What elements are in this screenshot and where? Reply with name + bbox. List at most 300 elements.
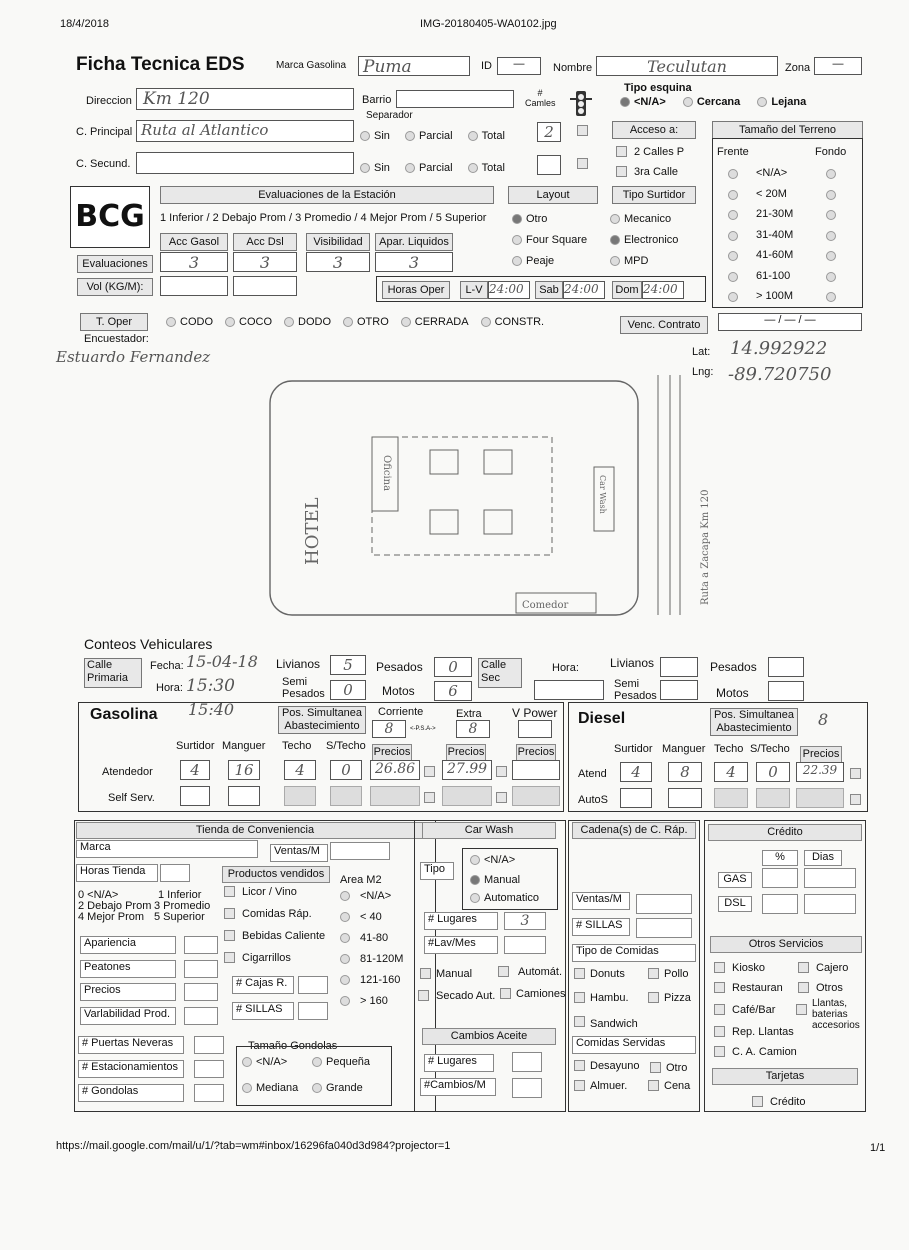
sep1-sin[interactable]: Sin xyxy=(360,130,390,142)
carwash-automatico[interactable]: Automatico xyxy=(470,892,539,904)
contrato-field[interactable] xyxy=(718,313,862,331)
terreno-row xyxy=(722,269,852,290)
producto-check[interactable] xyxy=(224,952,235,963)
hambu-check[interactable] xyxy=(574,992,585,1003)
marca-field[interactable] xyxy=(358,56,470,76)
terreno-frente-radio[interactable] xyxy=(728,231,738,241)
terreno-row xyxy=(722,207,852,228)
encuestador-value: Estuardo Fernandez xyxy=(56,348,211,366)
repllantas-check[interactable] xyxy=(714,1026,725,1037)
otros-check[interactable] xyxy=(798,982,809,993)
self-price-check-1[interactable] xyxy=(424,792,435,803)
horas-lv-label: L-V xyxy=(460,281,488,299)
dsl-att-stecho[interactable]: 0 xyxy=(756,762,790,782)
motos2-field[interactable] xyxy=(768,681,804,701)
area-radio xyxy=(340,975,350,985)
area-option-label: <N/A> xyxy=(360,890,392,902)
sketch-carwash: Car Wash xyxy=(598,475,607,514)
direccion-value: Km 120 xyxy=(143,89,210,109)
gas-price-check-2[interactable] xyxy=(496,766,507,777)
hambu-label: Hambu. xyxy=(590,992,629,1004)
tienda-eval-label: Varlabilidad Prod. xyxy=(80,1007,176,1025)
producto-label: Licor / Vino xyxy=(242,886,297,898)
motos-value[interactable]: 6 xyxy=(434,681,472,701)
terreno-fondo-radio[interactable] xyxy=(826,169,836,179)
almuer-label: Almuer. xyxy=(590,1080,628,1092)
sandwich-label: Sandwich xyxy=(590,1018,638,1030)
terreno-fondo-radio[interactable] xyxy=(826,251,836,261)
zona-label: Zona xyxy=(785,62,811,74)
area-option[interactable] xyxy=(340,911,403,932)
surtidor-header: Tipo Surtidor xyxy=(612,186,696,204)
pollo-label: Pollo xyxy=(664,968,689,980)
cafe-check[interactable] xyxy=(714,1004,725,1015)
terreno-frente-radio[interactable] xyxy=(728,169,738,179)
dsl-att-manguer[interactable]: 8 xyxy=(668,762,702,782)
area-radio xyxy=(340,933,350,943)
neveras-field[interactable] xyxy=(194,1036,224,1054)
area-option-label: 41-80 xyxy=(360,932,389,944)
self-surtidor[interactable] xyxy=(180,786,210,806)
toper-option-label: DODO xyxy=(298,316,331,328)
terreno-fondo-radio[interactable] xyxy=(826,292,836,302)
vol-label: Vol (KG/M): xyxy=(77,278,153,296)
vol-field-1[interactable] xyxy=(160,276,228,296)
pesados2-label: Pesados xyxy=(710,660,757,674)
autos-manguer[interactable] xyxy=(668,788,702,808)
autos-price-check[interactable] xyxy=(850,794,861,805)
camion-check[interactable] xyxy=(714,1046,725,1057)
tienda-marca[interactable]: Marca xyxy=(76,840,258,858)
tienda-eval-field[interactable] xyxy=(184,960,218,978)
autos-surtidor[interactable] xyxy=(620,788,652,808)
diesel-pos: Pos. Simultanea Abastecimiento xyxy=(710,708,798,736)
toper-radio xyxy=(225,317,235,327)
gas-col-techo: Techo xyxy=(282,740,312,752)
producto-check[interactable] xyxy=(224,930,235,941)
aceite-cambios-field[interactable] xyxy=(512,1078,542,1098)
terreno-option-label: 41-60M xyxy=(756,249,794,261)
barrio-field[interactable] xyxy=(396,90,514,108)
gas-price-2[interactable]: 27.99 xyxy=(442,760,492,780)
sep2-parcial[interactable]: Parcial xyxy=(405,162,453,174)
cadena-sillas-label: # SILLAS xyxy=(572,918,630,936)
diesel-title: Diesel xyxy=(578,710,626,727)
tienda-eval-label: Precios xyxy=(80,983,176,1001)
terreno-fondo-radio[interactable] xyxy=(826,231,836,241)
terreno-row xyxy=(722,166,852,187)
cw-camiones-check[interactable] xyxy=(500,988,511,999)
productos-header: Productos vendidos xyxy=(222,866,330,883)
zona-field[interactable] xyxy=(814,57,862,75)
semi2-label: Semi Pesados xyxy=(614,678,657,702)
self-serv-label: Self Serv. xyxy=(108,792,155,804)
acceso-3ra-label: 3ra Calle xyxy=(634,166,679,178)
cw-secado-check[interactable] xyxy=(418,990,429,1001)
area-option[interactable] xyxy=(340,932,403,953)
camiones-field[interactable] xyxy=(537,122,561,142)
camiones-value: 2 xyxy=(544,123,554,141)
cw-manual-check[interactable] xyxy=(420,968,431,979)
cw-secado-label: Secado Aut. xyxy=(436,990,496,1002)
area-radio xyxy=(340,912,350,922)
sep2-sin[interactable]: Sin xyxy=(360,162,390,174)
self-manguer[interactable] xyxy=(228,786,260,806)
horas-lv-value[interactable]: 24:00 xyxy=(488,281,530,299)
gas-att-stecho[interactable]: 0 xyxy=(330,760,362,780)
autos-label: AutoS xyxy=(578,794,608,806)
self-techo[interactable] xyxy=(284,786,316,806)
toper-radio xyxy=(166,317,176,327)
hora2-field[interactable] xyxy=(534,680,604,700)
sep1-parcial[interactable]: Parcial xyxy=(405,130,453,142)
cajero-label: Cajero xyxy=(816,962,849,974)
tienda-header: Tienda de Conveniencia xyxy=(76,822,434,839)
tienda-eval-field[interactable] xyxy=(184,936,218,954)
producto-label: Comidas Ráp. xyxy=(242,908,312,920)
dsl-col-techo: Techo xyxy=(714,743,744,755)
toper-option-label: CODO xyxy=(180,316,213,328)
layout-otro[interactable]: Otro xyxy=(512,213,547,225)
cajas-field[interactable] xyxy=(298,976,328,994)
self-price-1[interactable] xyxy=(370,786,420,806)
eval-val-2[interactable]: 3 xyxy=(306,252,370,272)
gas-precios-3: Precios xyxy=(516,744,556,761)
self-stecho[interactable] xyxy=(330,786,362,806)
llantas-check[interactable] xyxy=(796,1004,807,1015)
otros-header: Otros Servicios xyxy=(710,936,862,953)
tienda-horas-field[interactable] xyxy=(160,864,190,882)
carwash-manual[interactable]: Manual xyxy=(470,874,520,886)
dsl-price[interactable]: 22.39 xyxy=(796,762,844,782)
id-label: ID xyxy=(481,60,492,72)
tienda-eval-label: Peatones xyxy=(80,960,176,978)
kiosko-check[interactable] xyxy=(714,962,725,973)
toper-radio xyxy=(284,317,294,327)
gas-precios-2: Precios xyxy=(446,744,486,761)
toper-option-label: OTRO xyxy=(357,316,389,328)
self-price-2[interactable] xyxy=(442,786,492,806)
gasolina-pos: Pos. Simultanea Abastecimiento xyxy=(278,706,366,734)
toper-option-label: COCO xyxy=(239,316,272,328)
toper-option-label: CONSTR. xyxy=(494,316,545,328)
cadena-ventas-label: Ventas/M xyxy=(572,892,630,910)
autos-price[interactable] xyxy=(796,788,844,808)
camiones2-check[interactable] xyxy=(577,158,588,169)
producto-check[interactable] xyxy=(224,886,235,897)
nombre-value: Teculutan xyxy=(647,57,727,76)
terreno-frente: Frente xyxy=(717,146,749,158)
gas-price-1[interactable]: 26.86 xyxy=(370,760,420,780)
extra-label: Extra xyxy=(456,708,482,720)
sillas-field[interactable] xyxy=(298,1002,328,1020)
tam-na[interactable]: <N/A> xyxy=(242,1056,287,1068)
terreno-frente-radio[interactable] xyxy=(728,210,738,220)
carwash-lugares-value[interactable]: 3 xyxy=(504,912,546,930)
principal-field[interactable] xyxy=(136,120,354,142)
conteos-title: Conteos Vehiculares xyxy=(84,636,213,652)
dsl-att-techo[interactable]: 4 xyxy=(714,762,748,782)
carwash-lav-field[interactable] xyxy=(504,936,546,954)
toper-option[interactable] xyxy=(401,316,469,328)
eval-col-acc-dsl: Acc Dsl xyxy=(233,233,297,251)
tarjeta-credito-check[interactable] xyxy=(752,1096,763,1107)
toper-option[interactable] xyxy=(343,316,389,328)
sep2-total[interactable]: Total xyxy=(468,162,505,174)
tienda-eval-field[interactable] xyxy=(184,1007,218,1025)
fecha-value: 15-04-18 xyxy=(186,652,258,671)
sketch-oficina: Oficina xyxy=(381,455,392,492)
credito-gas-dias[interactable] xyxy=(804,868,856,888)
area-option-label: 121-160 xyxy=(360,974,401,986)
pizza-check[interactable] xyxy=(648,992,659,1003)
calle-sec: Calle Sec xyxy=(478,658,522,688)
layout-peaje[interactable]: Peaje xyxy=(512,255,554,267)
toper-option[interactable] xyxy=(166,316,213,328)
eval-val-3[interactable]: 3 xyxy=(375,252,453,272)
terreno-fondo-radio[interactable] xyxy=(826,272,836,282)
surtidor-mpd[interactable]: MPD xyxy=(610,255,648,267)
area-option[interactable] xyxy=(340,890,403,911)
credito-header: Crédito xyxy=(708,824,862,841)
cadena-ventas-field[interactable] xyxy=(636,894,692,914)
camiones-check[interactable] xyxy=(577,125,588,136)
corriente-value[interactable]: 8 xyxy=(372,720,406,738)
gasolina-time: 15:40 xyxy=(188,700,235,719)
tienda-ventas-field[interactable] xyxy=(330,842,390,860)
radio-cercana[interactable]: Cercana xyxy=(683,96,740,108)
area-option-label: > 160 xyxy=(360,995,388,1007)
neveras-label: # Puertas Neveras xyxy=(78,1036,184,1054)
eval-col-visibilidad: Visibilidad xyxy=(306,233,370,251)
repllantas-label: Rep. Llantas xyxy=(732,1026,794,1038)
tienda-scale: 0 <N/A> 1 Inferior 2 Debajo Prom 3 Promedio 4 Mejor Prom 5 Superior xyxy=(78,889,211,923)
cw-manual-label: Manual xyxy=(436,968,473,980)
surtidor-mecanico[interactable]: Mecanico xyxy=(610,213,671,225)
producto-check[interactable] xyxy=(224,908,235,919)
fecha-label: Fecha: xyxy=(150,660,184,672)
contrato-value: — / — / — xyxy=(764,314,816,326)
credito-dsl-pct[interactable] xyxy=(762,894,798,914)
area-radio xyxy=(340,996,350,1006)
self-price-3[interactable] xyxy=(512,786,560,806)
direccion-field[interactable] xyxy=(136,88,354,110)
form-title: Ficha Tecnica EDS xyxy=(76,54,245,75)
desayuno-check[interactable] xyxy=(574,1060,585,1071)
toper-option-label: CERRADA xyxy=(414,316,469,328)
tam-gondolas-label: Tamaño Gondolas xyxy=(248,1040,338,1052)
terreno-fondo-radio[interactable] xyxy=(826,190,836,200)
toper-option[interactable] xyxy=(481,316,545,328)
estac-field[interactable] xyxy=(194,1060,224,1078)
id-field[interactable] xyxy=(497,57,541,75)
horas-sab-value[interactable]: 24:00 xyxy=(563,281,605,299)
eval-scale: 1 Inferior / 2 Debajo Prom / 3 Promedio / 4 Mejor Prom / 5 Superior xyxy=(160,212,487,224)
tam-mediana[interactable]: Mediana xyxy=(242,1082,298,1094)
credito-gas: GAS xyxy=(718,872,752,888)
tam-grande[interactable]: Grande xyxy=(312,1082,363,1094)
livianos2-field[interactable] xyxy=(660,657,698,677)
carwash-na[interactable]: <N/A> xyxy=(470,854,515,866)
nombre-field[interactable] xyxy=(596,56,778,76)
tienda-eval-label: Apariencia xyxy=(80,936,176,954)
gas-price-check-1[interactable] xyxy=(424,766,435,777)
terreno-fondo-radio[interactable] xyxy=(826,210,836,220)
producto-label: Cigarrillos xyxy=(242,952,291,964)
terreno-option-label: 21-30M xyxy=(756,208,794,220)
pollo-check[interactable] xyxy=(648,968,659,979)
eval-val-0[interactable]: 3 xyxy=(160,252,228,272)
vol-field-2[interactable] xyxy=(233,276,297,296)
area-option[interactable] xyxy=(340,953,403,974)
secund-field[interactable] xyxy=(136,152,354,174)
cajas-label: # Cajas R. xyxy=(232,976,294,994)
pesados-label: Pesados xyxy=(376,660,423,674)
credito-dsl: DSL xyxy=(718,896,752,912)
sep1-total[interactable]: Total xyxy=(468,130,505,142)
almuer-check[interactable] xyxy=(574,1080,585,1091)
self-price-check-2[interactable] xyxy=(496,792,507,803)
gondolas-field[interactable] xyxy=(194,1084,224,1102)
extra-value[interactable]: 8 xyxy=(456,720,490,738)
carwash-tipo-label: Tipo xyxy=(420,862,454,880)
terreno-frente-radio[interactable] xyxy=(728,251,738,261)
gas-col-surtidor: Surtidor xyxy=(176,740,215,752)
toper-option[interactable] xyxy=(225,316,272,328)
cena-check[interactable] xyxy=(648,1080,659,1091)
camiones-label: # Camles xyxy=(525,88,556,108)
terreno-options xyxy=(722,166,852,310)
tipo-esquina-options xyxy=(620,96,806,108)
credito-gas-pct[interactable] xyxy=(762,868,798,888)
terreno-frente-radio[interactable] xyxy=(728,292,738,302)
gondolas-label: # Gondolas xyxy=(78,1084,184,1102)
camiones2-field[interactable] xyxy=(537,155,561,175)
credito-dsl-dias[interactable] xyxy=(804,894,856,914)
print-date: 18/4/2018 xyxy=(60,18,109,30)
area-option-label: 81-120M xyxy=(360,953,404,965)
vpower-label: V Power xyxy=(512,706,558,720)
terreno-row xyxy=(722,228,852,249)
terreno-option-label: 31-40M xyxy=(756,228,794,241)
cajero-check[interactable] xyxy=(798,962,809,973)
terreno-frente-radio[interactable] xyxy=(728,272,738,282)
tam-pequena[interactable]: Pequeña xyxy=(312,1056,370,1068)
gas-col-manguer: Manguer xyxy=(222,740,266,752)
credito-pct: % xyxy=(762,850,798,866)
donuts-check[interactable] xyxy=(574,968,585,979)
terreno-row xyxy=(722,289,852,310)
toper-radio xyxy=(401,317,411,327)
eval-val-1[interactable]: 3 xyxy=(233,252,297,272)
gas-col-stecho: S/Techo xyxy=(326,740,366,752)
livianos-label: Livianos xyxy=(276,657,321,671)
atendedor-label: Atendedor xyxy=(102,766,153,778)
separador-label: Separador xyxy=(366,110,413,121)
gas-price-3[interactable] xyxy=(512,760,560,780)
horas-sab-label: Sab xyxy=(535,281,563,299)
id-value: — xyxy=(513,58,525,70)
motos-label: Motos xyxy=(382,684,415,698)
acceso-2calles-check[interactable] xyxy=(616,146,627,157)
toper-option[interactable] xyxy=(284,316,331,328)
tarjeta-credito-label: Crédito xyxy=(770,1096,806,1108)
llantas-label: Llantas, baterias accesorios xyxy=(812,998,860,1031)
terreno-option-label: 61-100 xyxy=(756,269,791,282)
cadena-servidas-header: Comidas Servidas xyxy=(572,1036,696,1054)
gas-att-surtidor[interactable]: 4 xyxy=(180,760,210,780)
sketch-hotel: HOTEL xyxy=(302,497,323,565)
dsl-col-manguer: Manguer xyxy=(662,743,706,755)
gas-att-manguer[interactable]: 16 xyxy=(228,760,260,780)
dsl-price-check[interactable] xyxy=(850,768,861,779)
psa-label: <-P.S.A-> xyxy=(410,726,436,732)
tarjetas-header: Tarjetas xyxy=(712,1068,858,1085)
cadena-sillas-field[interactable] xyxy=(636,918,692,938)
principal-value: Ruta al Atlantico xyxy=(141,121,269,139)
cw-auto-check[interactable] xyxy=(498,966,509,977)
vpower-field[interactable] xyxy=(518,720,552,738)
area-list xyxy=(340,890,403,1016)
tienda-horas-label: Horas Tienda xyxy=(76,864,158,882)
terreno-fondo: Fondo xyxy=(815,146,847,158)
producto-label: Bebidas Caliente xyxy=(242,930,326,942)
dsl-col-surtidor: Surtidor xyxy=(614,743,653,755)
aceite-lugares-field[interactable] xyxy=(512,1052,542,1072)
horas-dom-value[interactable]: 24:00 xyxy=(642,281,684,299)
dsl-att-surtidor[interactable]: 4 xyxy=(620,762,652,782)
pesados2-field[interactable] xyxy=(768,657,804,677)
tipo-esquina-label: Tipo esquina xyxy=(624,82,692,94)
lat-value: 14.992922 xyxy=(730,338,828,359)
tam-gondolas-panel xyxy=(236,1046,392,1106)
lng-label: Lng: xyxy=(692,366,714,378)
semi2-field[interactable] xyxy=(660,680,698,700)
radio-na[interactable]: <N/A> xyxy=(620,96,666,108)
tienda-eval-field[interactable] xyxy=(184,983,218,1001)
acceso-3ra-check[interactable] xyxy=(616,166,627,177)
autos-stecho[interactable] xyxy=(756,788,790,808)
eval-col-acc-gasol: Acc Gasol xyxy=(160,233,228,251)
terreno-frente-radio[interactable] xyxy=(728,190,738,200)
sketch-road: Ruta a Zacapa Km 120 xyxy=(700,489,711,605)
radio-lejana[interactable]: Lejana xyxy=(757,96,806,108)
credito-dias: Dias xyxy=(804,850,842,866)
semi-value[interactable]: 0 xyxy=(330,680,366,700)
area-option[interactable] xyxy=(340,974,403,995)
print-filename: IMG-20180405-WA0102.jpg xyxy=(420,18,557,30)
pesados-value[interactable]: 0 xyxy=(434,657,472,677)
contrato-label: Venc. Contrato xyxy=(620,316,708,334)
autos-techo[interactable] xyxy=(714,788,748,808)
estac-label: # Estacionamientos xyxy=(78,1060,184,1078)
sillas-label: # SILLAS xyxy=(232,1002,294,1020)
restauran-check[interactable] xyxy=(714,982,725,993)
dsl-precios: Precios xyxy=(800,746,842,763)
terreno-option-label: <N/A> xyxy=(756,167,788,179)
surtidor-electronico[interactable]: Electronico xyxy=(610,234,678,246)
sandwich-check[interactable] xyxy=(574,1016,585,1027)
gas-att-techo[interactable]: 4 xyxy=(284,760,316,780)
kiosko-label: Kiosko xyxy=(732,962,766,974)
otro-check[interactable] xyxy=(650,1062,661,1073)
diesel-pos-value: 8 xyxy=(818,710,829,729)
area-option[interactable] xyxy=(340,995,403,1016)
bcg-logo: BCG xyxy=(70,186,150,248)
layout-foursquare[interactable]: Four Square xyxy=(512,234,587,246)
toper-radio xyxy=(343,317,353,327)
livianos-value[interactable]: 5 xyxy=(330,655,366,675)
